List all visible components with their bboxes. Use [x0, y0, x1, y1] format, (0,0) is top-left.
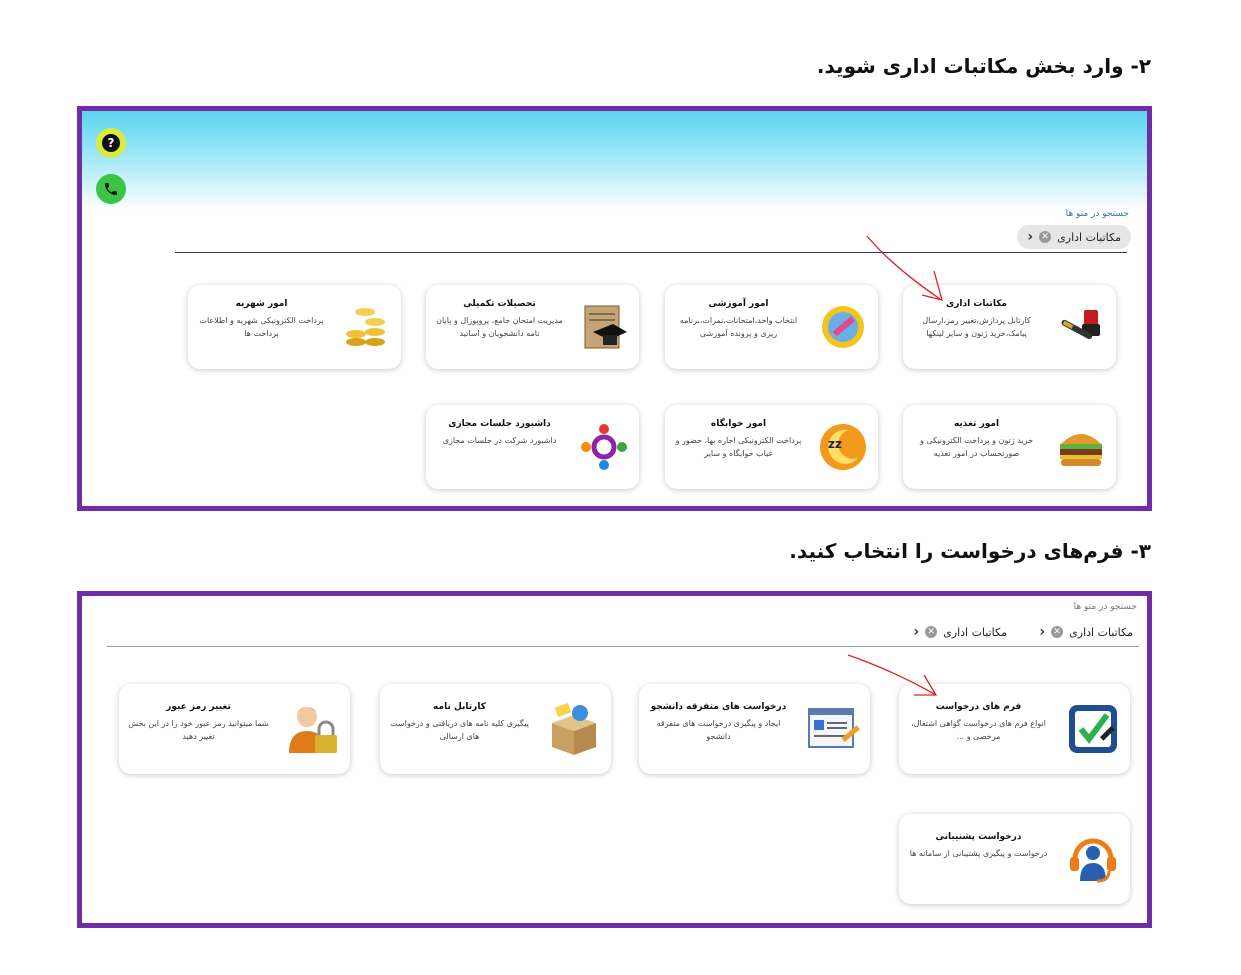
card-description: شما میتوانید رمز عبور خود را در این بخش تغییر دهید: [128, 719, 269, 741]
breadcrumb-label: مکاتبات اداری: [1069, 625, 1133, 639]
screenshot-frame-main-menu: [77, 106, 1152, 511]
card-description: پیگیری کلیه نامه های دریافتی و درخواست های ارسالی: [390, 719, 529, 741]
card-title: داشبورد جلسات مجازی: [448, 419, 551, 429]
breadcrumb-chip-office-1[interactable]: [1035, 620, 1137, 644]
card-description: کارتابل پردازش،تغییر رمز،ارسال پیامک،خرید ژتون و سایر لینکها: [922, 316, 1031, 338]
card-description: درخواست و پیگیری پشتیبانی از سامانه ها: [909, 849, 1048, 858]
card-description: انتخاب واحد،امتحانات،نمرات،برنامه ریزی و پرونده آموزشی: [679, 316, 798, 338]
step-3-heading: ۳- فرم‌های درخواست را انتخاب کنید.: [789, 539, 1151, 563]
card-title: امور شهریه: [235, 299, 288, 309]
phone-button[interactable]: [96, 174, 126, 204]
card-description: خرید ژتون و پرداخت الکترونیکی و صورتحساب در امور تغذیه: [919, 436, 1034, 458]
card-description: پرداخت الکترونیکی اجاره بها، حضور و غیاب خوابگاه و سایر: [675, 436, 802, 458]
people-circle-icon: [575, 418, 633, 476]
burger-icon: [1052, 418, 1110, 476]
chevron-left-icon[interactable]: ‹: [1039, 624, 1046, 640]
header-banner: [82, 111, 1147, 211]
card-title: فرم های درخواست: [935, 702, 1022, 712]
ink-pen-icon: [1052, 298, 1110, 356]
pencil-globe-icon: [814, 298, 872, 356]
moon-sleep-icon: [814, 418, 872, 476]
step-2-heading: ۲- وارد بخش مکاتبات اداری شوید.: [816, 54, 1151, 78]
close-icon[interactable]: ✕: [925, 626, 937, 638]
card-title: کارتابل نامه: [433, 702, 486, 712]
card-title: امور آموزشی: [708, 299, 769, 309]
menu-card-nutrition-affairs[interactable]: [903, 405, 1116, 489]
card-title: درخواست های متفرقه دانشجو: [650, 702, 787, 712]
menu-card-tuition-affairs[interactable]: [188, 285, 401, 369]
close-icon[interactable]: ✕: [1039, 231, 1051, 243]
search-menu-label: جستجو در منو ها: [1073, 602, 1137, 612]
menu-divider: [107, 646, 1139, 647]
menu-divider: [175, 252, 1127, 253]
svg-text:zz: zz: [828, 437, 842, 451]
breadcrumb-chip-office[interactable]: [1017, 225, 1131, 249]
card-title: مکاتبات اداری: [945, 299, 1007, 309]
menu-card-support-request[interactable]: [899, 814, 1130, 904]
menu-card-dormitory-affairs[interactable]: [665, 405, 878, 489]
card-description: انواع فرم های درخواست گواهی اشتغال، مرخصی و ...: [911, 719, 1046, 741]
menu-card-educational-affairs[interactable]: [665, 285, 878, 369]
chevron-left-icon[interactable]: ‹: [913, 624, 920, 640]
card-description: ایجاد و پیگیری درخواست های متفرقه دانشجو: [656, 719, 781, 741]
menu-card-student-misc-requests[interactable]: [639, 684, 870, 774]
gold-coins-icon: [337, 298, 395, 356]
annotation-arrow: [862, 231, 952, 306]
card-title: تغییر رمز عبور: [166, 702, 231, 712]
screenshot-frame-office-menu: [77, 591, 1152, 928]
menu-card-change-password[interactable]: [119, 684, 350, 774]
close-icon[interactable]: ✕: [1051, 626, 1063, 638]
search-menu-label: جستجو در منو ها: [1065, 209, 1129, 219]
breadcrumb-label: مکاتبات اداری: [1057, 230, 1121, 244]
card-description: مدیریت امتحان جامع، پروپوزال و پایان نامه دانشجویان و اساتید: [436, 316, 563, 338]
phone-icon: [103, 181, 119, 197]
card-title: امور خوابگاه: [710, 419, 767, 429]
support-headset-icon: [1062, 828, 1124, 890]
user-lock-icon: [282, 698, 344, 760]
card-title: درخواست پشتیبانی: [935, 832, 1022, 842]
annotation-arrow: [844, 651, 944, 701]
form-document-icon: [802, 698, 864, 760]
card-title: امور تغذیه: [953, 419, 1000, 429]
help-button[interactable]: [96, 128, 126, 158]
menu-card-virtual-meetings[interactable]: [426, 405, 639, 489]
card-description: پرداخت الکترونیکی شهریه و اطلاعات پرداخت ها: [199, 316, 324, 338]
chevron-left-icon[interactable]: ‹: [1027, 229, 1034, 245]
card-title: تحصیلات تکمیلی: [463, 299, 536, 309]
checklist-icon: [1062, 698, 1124, 760]
question-icon: ?: [102, 134, 120, 152]
card-description: داشبورد شرکت در جلسات مجازی: [442, 436, 557, 445]
menu-card-letters-cartable[interactable]: [380, 684, 611, 774]
menu-card-graduate-studies[interactable]: [426, 285, 639, 369]
breadcrumb-chip-office-2[interactable]: [909, 620, 1011, 644]
graduation-cap-icon: [575, 298, 633, 356]
breadcrumb-label: مکاتبات اداری: [943, 625, 1007, 639]
mail-box-icon: [543, 698, 605, 760]
